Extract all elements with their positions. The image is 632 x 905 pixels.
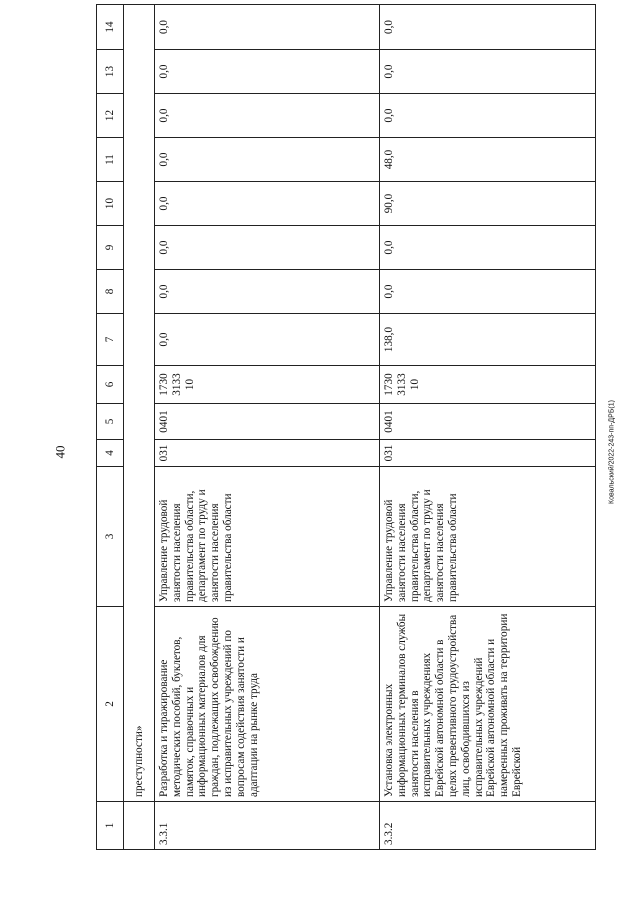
- column-number: 11: [97, 138, 124, 182]
- table-row: [155, 5, 380, 850]
- executor-cell: Управление трудовой занятости населения правительства области, департамент по труду и занятости населения правительства области: [380, 467, 596, 607]
- value-cell: 0,0: [380, 50, 596, 94]
- budget-table: [96, 4, 596, 850]
- document-code: [608, 400, 616, 504]
- column-number: 5: [97, 404, 124, 440]
- page-number: 40: [52, 445, 68, 459]
- value-cell: 0,0: [380, 94, 596, 138]
- column-number: 14: [97, 5, 124, 50]
- column-number: 3: [97, 467, 124, 607]
- measure-description: Установка электронных информационных терминалов службы занятости населения в исправительных учреждениях Еврейской автономной области в целях превентивного трудоустройства лиц, освободившихся из исправительных учреждений Еврейской автономной области и намеренных проживать на территории Еврейской: [380, 607, 596, 802]
- value-cell: 90,0: [380, 182, 596, 226]
- value-cell: 0,0: [155, 5, 380, 50]
- code-cell: 0401: [380, 404, 596, 440]
- executor-cell: Управление трудовой занятости населения правительства области, департамент по труду и занятости населения правительства области: [155, 467, 380, 607]
- value-cell: 0,0: [155, 270, 380, 314]
- code-cell: 031: [380, 440, 596, 467]
- column-number: 6: [97, 366, 124, 404]
- continuation-text: преступности»: [124, 5, 155, 802]
- value-cell: 0,0: [155, 182, 380, 226]
- column-number: 10: [97, 182, 124, 226]
- value-cell: 0,0: [380, 226, 596, 270]
- column-number: 9: [97, 226, 124, 270]
- column-number: 4: [97, 440, 124, 467]
- code-cell: 0401: [155, 404, 380, 440]
- document-code-text: Ковальский/2022-243-пп-ДРБ(1): [608, 400, 616, 504]
- value-cell: 0,0: [380, 270, 596, 314]
- column-number: 1: [97, 802, 124, 850]
- value-cell: 138,0: [380, 314, 596, 366]
- column-number: 8: [97, 270, 124, 314]
- code-cell: 1730 3133 10: [155, 366, 380, 404]
- row-number: 3.3.2: [380, 802, 596, 850]
- column-number: 2: [97, 607, 124, 802]
- value-cell: 0,0: [155, 314, 380, 366]
- value-cell: 0,0: [155, 138, 380, 182]
- continuation-empty-cell: [124, 802, 155, 850]
- column-number: 12: [97, 94, 124, 138]
- value-cell: 0,0: [155, 94, 380, 138]
- table-viewport: [96, 20, 596, 850]
- column-number-row: [97, 5, 124, 850]
- rotated-table-container: [96, 20, 596, 850]
- continuation-row: [124, 5, 155, 850]
- value-cell: 48,0: [380, 138, 596, 182]
- value-cell: 0,0: [155, 50, 380, 94]
- value-cell: 0,0: [155, 226, 380, 270]
- code-cell: 031: [155, 440, 380, 467]
- row-number: 3.3.1: [155, 802, 380, 850]
- column-number: 7: [97, 314, 124, 366]
- value-cell: 0,0: [380, 5, 596, 50]
- column-number: 13: [97, 50, 124, 94]
- table-row: [380, 5, 596, 850]
- measure-description: Разработка и тиражирование методических пособий, буклетов, памяток, справочных и информационных материалов для граждан, подлежащих освобождению из исправительных учреждений по вопросам содействия занятости и адаптации на рынке труда: [155, 607, 380, 802]
- code-cell: 1730 3133 10: [380, 366, 596, 404]
